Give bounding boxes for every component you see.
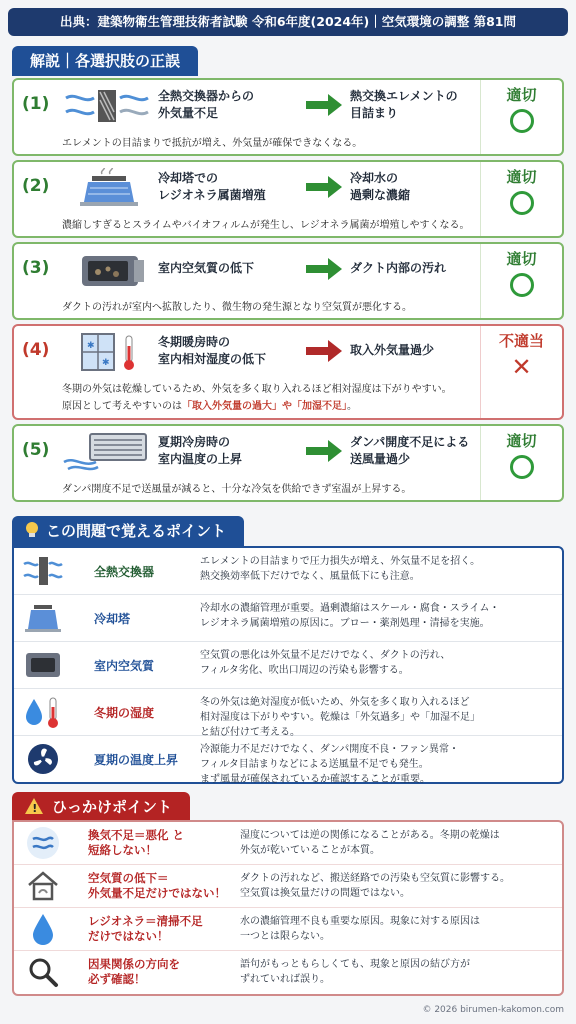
- option-description: 濃縮しすぎるとスライムやバイオフィルムが発生し、レジオネラ属菌が増殖しやすくなる。: [62, 220, 470, 231]
- option-effect: 冷却水の 過剰な濃縮: [350, 171, 411, 202]
- heat-exchanger-icon: [62, 86, 152, 126]
- point-text: エレメントの目詰まりで圧力損失が増え、外気量不足を招く。 熱交換効率低下だけでなく、風量低下にも注意。: [200, 556, 481, 582]
- circle-mark-icon: [510, 273, 534, 297]
- point-term: 冷却塔: [94, 612, 131, 626]
- point-term: 全熱交換器: [94, 565, 155, 579]
- option-cause: 冬期暖房時の 室内相対湿度の低下: [158, 335, 267, 366]
- drop-thermometer-icon: [22, 695, 64, 729]
- option-card-4: [12, 324, 564, 420]
- option-number: (5): [22, 440, 50, 460]
- option-verdict: [480, 426, 562, 500]
- point-term: 夏期の温度上昇: [94, 753, 179, 767]
- trap-row: [14, 951, 562, 994]
- trap-row: [14, 908, 562, 951]
- verdict-label: 適切: [506, 250, 537, 268]
- traps-title-text: ひっかけポイント: [52, 798, 173, 816]
- verdict-label: 適切: [506, 168, 537, 186]
- option-description: 冬期の外気は乾燥しているため、外気を多く取り入れるほど相対湿度は下がりやすい。: [62, 384, 452, 395]
- trap-row: [14, 865, 562, 908]
- option-description: ダンパ開度不足で送風量が減ると、十分な冷気を供給できず室温が上昇する。: [62, 484, 412, 495]
- cooling-tower-icon: [22, 601, 64, 635]
- arrow-right-icon: [306, 440, 342, 462]
- point-row: [14, 548, 562, 595]
- option-card-1: [12, 78, 564, 156]
- arrow-right-icon: [306, 258, 342, 280]
- circle-mark-icon: [510, 109, 534, 133]
- points-title-text: この問題で覚えるポイント: [46, 522, 227, 540]
- svg-text:✱: ✱: [87, 341, 95, 351]
- circle-mark-icon: [510, 191, 534, 215]
- trap-term: レジオネラ＝清掃不足 だけではない！: [88, 914, 203, 943]
- option-verdict: [480, 162, 562, 236]
- traps-panel: [12, 820, 564, 996]
- option-verdict: [480, 244, 562, 318]
- trap-text: ダクトの汚れなど、搬送経路での汚染も空気質に影響する。 空気質は換気量だけの問題ではない。: [240, 873, 510, 899]
- desc-text: 。: [347, 401, 357, 412]
- option-card-3: [12, 242, 564, 320]
- air-vent-icon: [62, 432, 152, 472]
- point-text: 冷却水の濃縮管理が重要。過剰濃縮はスケール・腐食・スライム・ レジオネラ属菌増殖の原因に。ブロー・薬剤処理・清掃を実施。: [200, 603, 500, 629]
- point-text: 冷源能力不足だけでなく、ダンパ開度不良・ファン異常・ フィルタ目詰まりなどによる送風量不足でも発生。 まず風量が確保されているか確認することが重要。: [200, 744, 459, 785]
- option-number: (3): [22, 258, 50, 278]
- point-term: 室内空気質: [94, 659, 155, 673]
- point-text: 空気質の悪化は外気量不足だけでなく、ダクトの汚れ、 フィルタ劣化、吹出口周辺の汚染も影響する。: [200, 650, 451, 676]
- trap-row: [14, 822, 562, 865]
- option-cause: 冷却塔での レジオネラ属菌増殖: [158, 171, 266, 202]
- point-text: 冬の外気は絶対湿度が低いため、外気を多く取り入れるほど 相対湿度は下がりやすい。乾燥は「外気過多」や「加湿不足」 と結び付けて考える。: [200, 697, 480, 738]
- option-verdict: [480, 326, 562, 418]
- option-effect: 取入外気量過少: [350, 343, 435, 357]
- option-verdict: [480, 80, 562, 154]
- option-number: (1): [22, 94, 50, 114]
- option-cause: 全熱交換器からの 外気量不足: [158, 89, 255, 120]
- point-row: [14, 736, 562, 783]
- point-term: 冬期の湿度: [94, 706, 155, 720]
- option-description: ダクトの汚れが室内へ拡散したり、微生物の発生源となり空気質が悪化する。: [62, 302, 412, 313]
- trap-term: 因果関係の方向を 必ず確認！: [88, 957, 180, 986]
- duct-icon: [22, 648, 64, 682]
- circle-mark-icon: [510, 455, 534, 479]
- trap-text: 湿度については逆の関係になることがある。冬期の乾燥は 外気が乾いていることが本質。: [240, 830, 500, 856]
- fan-icon: [22, 742, 64, 776]
- trap-term: 換気不足＝悪化 と 短絡しない！: [88, 828, 185, 857]
- duct-icon: [62, 250, 152, 290]
- option-card-5: [12, 424, 564, 502]
- desc-text: 原因として考えやすいのは: [62, 401, 182, 412]
- option-cause: 夏期冷房時の 室内温度の上昇: [158, 435, 243, 466]
- warning-icon: [24, 797, 44, 815]
- svg-text:✱: ✱: [102, 358, 110, 368]
- arrow-right-icon: [306, 340, 342, 362]
- option-effect: ダンパ開度不足による 送風量過少: [350, 435, 470, 466]
- option-cause: 室内空気質の低下: [158, 261, 255, 275]
- option-description: エレメントの目詰まりで抵抗が増え、外気量が確保できなくなる。: [62, 138, 363, 149]
- house-icon: [26, 869, 60, 903]
- option-number: (2): [22, 176, 50, 196]
- verdict-label: 不適当: [498, 332, 544, 350]
- trap-term: 空気質の低下＝ 外気量不足だけではない！: [88, 871, 226, 900]
- option-effect: 熱交換エレメントの 目詰まり: [350, 89, 458, 120]
- option-effect: ダクト内部の汚れ: [350, 261, 447, 275]
- header-title: 出典：建築物衛生管理技術者試験 令和6年度(2024年)｜空気環境の調整 第81問: [59, 14, 516, 29]
- arrow-right-icon: [306, 176, 342, 198]
- point-row: [14, 642, 562, 689]
- points-section-title: [12, 516, 244, 546]
- trap-text: 語句がもっともらしくても、現象と原因の結び方が ずれていれば誤り。: [240, 959, 470, 985]
- explain-section-title: [12, 46, 198, 76]
- points-panel: [12, 546, 564, 784]
- explain-title-text: 解説｜各選択肢の正誤: [30, 52, 181, 70]
- svg-text:!: !: [32, 802, 38, 815]
- verdict-label: 適切: [506, 86, 537, 104]
- option-number: (4): [22, 340, 50, 360]
- point-row: [14, 689, 562, 736]
- desc-highlight: 「取入外気量の過大」や「加湿不足」: [182, 401, 347, 412]
- heat-exchanger-icon: [22, 554, 64, 588]
- page-header: [8, 8, 568, 36]
- option-card-2: [12, 160, 564, 238]
- wind-icon: [26, 826, 60, 860]
- water-drop-icon: [26, 912, 60, 946]
- traps-section-title: [12, 792, 190, 822]
- verdict-label: 適切: [506, 432, 537, 450]
- trap-text: 水の濃縮管理不良も重要な原因。現象に対する原因は 一つとは限らない。: [240, 916, 480, 942]
- point-row: [14, 595, 562, 642]
- magnifier-icon: [26, 955, 60, 989]
- lightbulb-icon: [24, 521, 40, 539]
- cross-mark-icon: ✕: [511, 353, 532, 381]
- arrow-right-icon: [306, 94, 342, 116]
- option-description-2: [62, 399, 472, 414]
- cooling-tower-icon: [62, 168, 152, 208]
- snow-thermometer-icon: [62, 332, 152, 372]
- copyright: © 2026 birumen-kakomon.com: [422, 1005, 564, 1015]
